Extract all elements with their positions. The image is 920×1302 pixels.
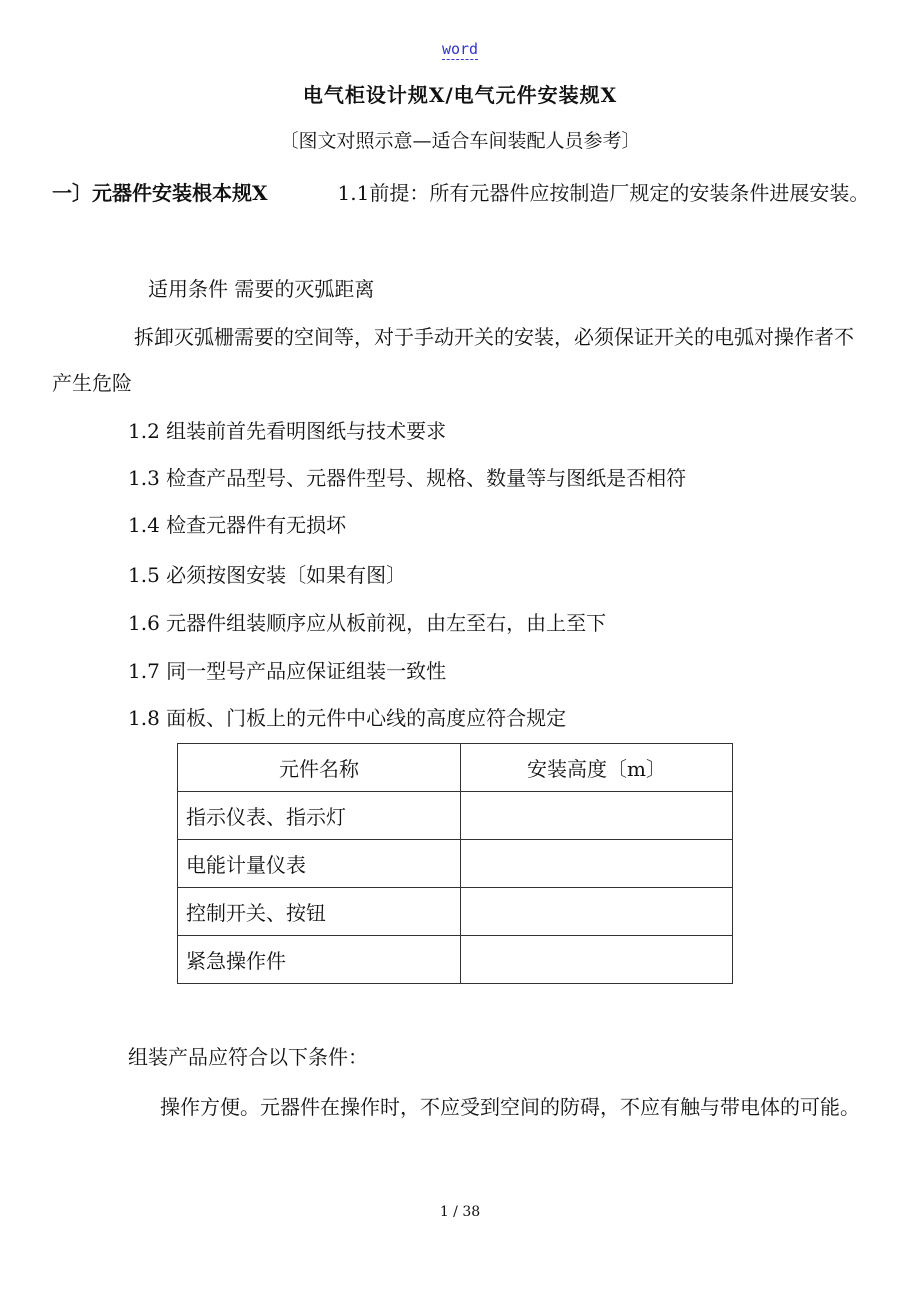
table-cell: 电能计量仪表	[178, 840, 461, 888]
section-intro-text: 1.1前提：所有元器件应按制造厂规定的安装条件进展安装。	[337, 181, 870, 205]
list-item: 1.7 同一型号产品应保证组装一致性	[128, 659, 447, 683]
table-header-row	[178, 744, 733, 792]
document-title: 电气柜设计规X/电气元件安装规X	[302, 83, 618, 107]
table-row	[178, 792, 733, 840]
table-cell	[461, 792, 733, 840]
conditions-heading: 组装产品应符合以下条件：	[128, 1045, 368, 1069]
list-item: 1.8 面板、门板上的元件中心线的高度应符合规定	[128, 706, 567, 730]
table-row	[178, 888, 733, 936]
table-header-cell: 元件名称	[178, 744, 461, 792]
section-heading: 一〕元器件安装根本规X	[52, 181, 268, 205]
safety-paragraph: 拆卸灭弧栅需要的空间等，对于手动开关的安装，必须保证开关的电弧对操作者不产生危险	[52, 325, 854, 395]
section-intro-paragraph	[52, 170, 872, 216]
table-cell	[461, 936, 733, 984]
table-cell: 控制开关、按钮	[178, 888, 461, 936]
table-cell	[461, 888, 733, 936]
table-row	[178, 936, 733, 984]
list-item: 1.5 必须按图安装〔如果有图〕	[128, 563, 407, 587]
table-cell: 紧急操作件	[178, 936, 461, 984]
table-row	[178, 840, 733, 888]
table-header-cell: 安装高度〔m〕	[461, 744, 733, 792]
list-item: 1.3 检查产品型号、元器件型号、规格、数量等与图纸是否相符	[128, 466, 687, 490]
conditions-line: 适用条件 需要的灭弧距离	[148, 277, 375, 301]
table-cell	[461, 840, 733, 888]
installation-height-table	[177, 743, 733, 984]
list-item: 1.4 检查元器件有无损坏	[128, 513, 347, 537]
conditions-paragraph: 操作方便。元器件在操作时，不应受到空间的防碍，不应有触与带电体的可能。	[160, 1095, 860, 1119]
table-cell: 指示仪表、指示灯	[178, 792, 461, 840]
list-item: 1.2 组装前首先看明图纸与技术要求	[128, 419, 447, 443]
word-link[interactable]: word	[441, 40, 479, 58]
list-item: 1.6 元器件组装顺序应从板前视，由左至右，由上至下	[128, 611, 607, 635]
document-subtitle: 〔图文对照示意—适合车间装配人员参考〕	[279, 130, 641, 152]
page-number: 1 / 38	[439, 1204, 481, 1220]
